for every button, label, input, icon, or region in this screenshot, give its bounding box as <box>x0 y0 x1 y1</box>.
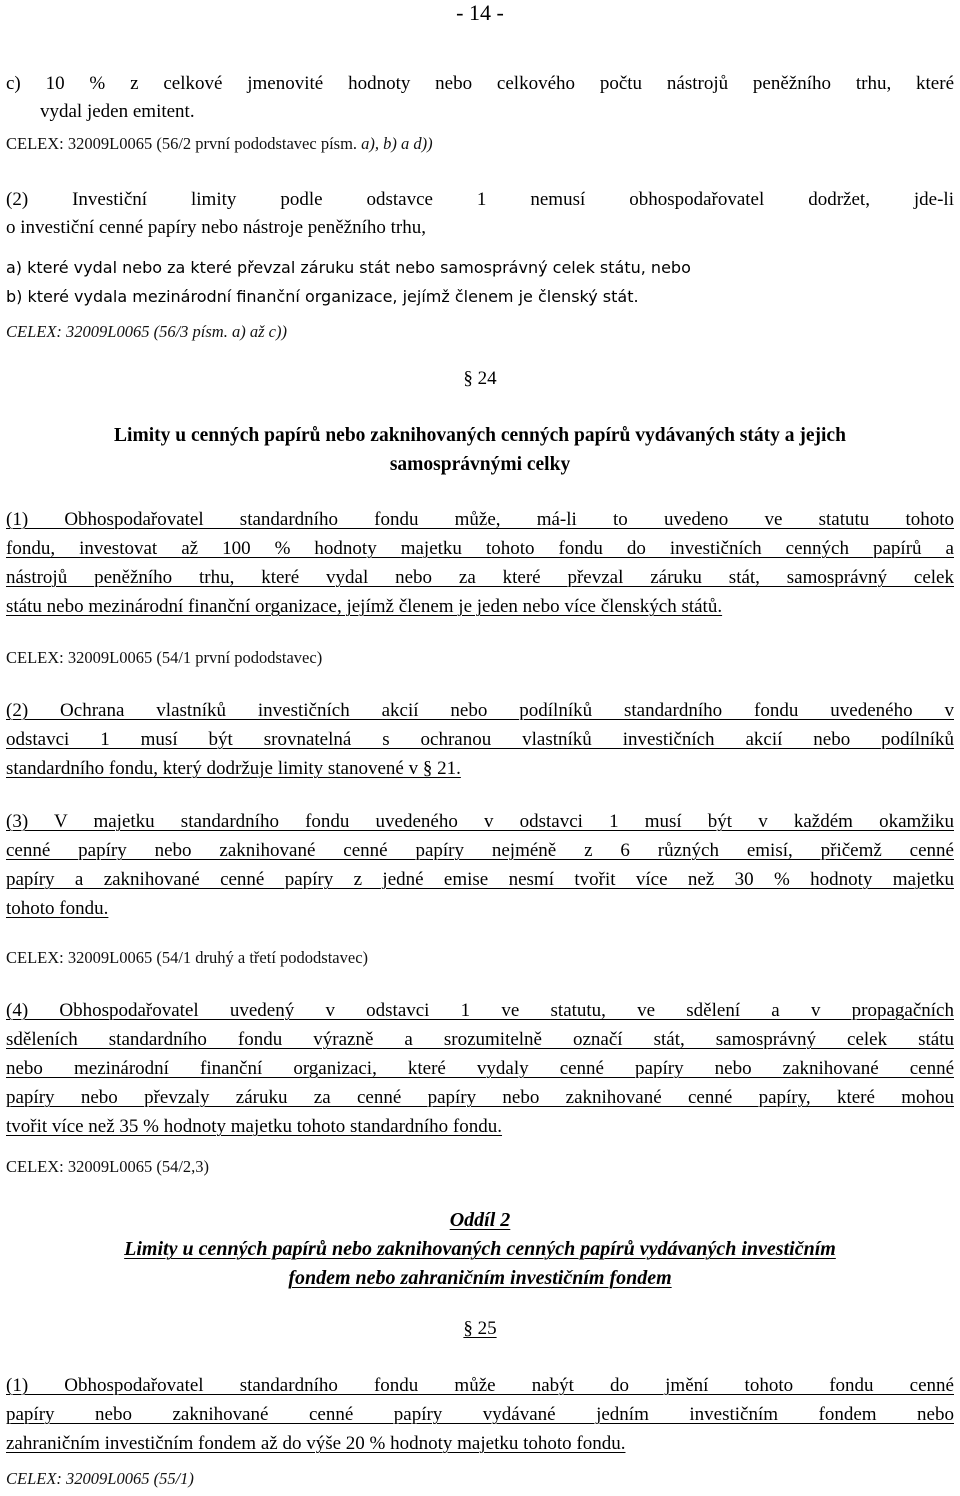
s24-para-3-line4: tohoto fondu. <box>6 898 109 919</box>
s24-para-2-line1: (2) Ochrana vlastníků investičních akcií nebo podílníků standardního fondu uvedeného v <box>6 700 954 721</box>
section-24-heading-line1: Limity u cenných papírů nebo zaknihovaných cenných papírů vydávaných státy a jejich <box>114 425 846 446</box>
s24-para-4-line3: nebo mezinárodní finanční organizaci, které vydaly cenné papíry nebo zaknihované cenné <box>6 1058 954 1079</box>
item-c-line1: c) 10 % z celkové jmenovité hodnoty nebo celkového počtu nástrojů peněžního trhu, které <box>6 73 954 94</box>
celex-note-1 <box>6 133 433 155</box>
item-c-line2: vydal jeden emitent. <box>40 101 195 122</box>
celex-note-1-italic: a), b) a d)) <box>357 134 433 153</box>
section-25-number: § 25 <box>463 1318 497 1339</box>
celex-note-2-tail: a) až c)) <box>227 322 287 341</box>
division-2-heading-line2: fondem nebo zahraničním investičním fondem <box>288 1267 672 1289</box>
celex-note-1-text: CELEX: 32009L0065 (56/2 první pododstavec písm. <box>6 134 358 153</box>
celex-note-2 <box>6 321 287 343</box>
s24-para-4-line4: papíry nebo převzaly záruku za cenné papíry nebo zaknihované cenné papíry, které mohou <box>6 1087 954 1108</box>
s24-para-2-line3: standardního fondu, který dodržuje limity stanovené v § 21. <box>6 758 461 779</box>
celex-note-5: CELEX: 32009L0065 (54/2,3) <box>6 1157 210 1176</box>
s24-para-4-line5: tvořit více než 35 % hodnoty majetku tohoto standardního fondu. <box>6 1116 503 1137</box>
division-2-title: Oddíl 2 <box>449 1209 511 1231</box>
page-number: - 14 - <box>456 0 504 25</box>
s24-para-2-line2: odstavci 1 musí být srovnatelná s ochranou vlastníků investičních akcií nebo podílníků <box>6 729 954 750</box>
celex-note-2-text: CELEX: 32009L0065 (56/3 písm. <box>6 322 228 341</box>
list-item-b: b) které vydala mezinárodní finanční organizace, jejímž členem je členský stát. <box>6 287 639 306</box>
celex-note-6: CELEX: 32009L0065 (55/1) <box>6 1469 194 1488</box>
para-2-line1: (2) Investiční limity podle odstavce 1 nemusí obhospodařovatel dodržet, jde-li <box>6 189 954 210</box>
list-item-a: a) které vydal nebo za které převzal záruku stát nebo samosprávný celek státu, nebo <box>6 258 691 277</box>
para-2-line2: o investiční cenné papíry nebo nástroje peněžního trhu, <box>6 217 426 238</box>
section-24-number: § 24 <box>463 368 497 389</box>
section-24-heading-line2: samosprávnými celky <box>389 454 571 475</box>
s24-para-1-line4: státu nebo mezinárodní finanční organizace, jejímž členem je jeden nebo více členských států. <box>6 596 723 617</box>
s25-para-1-line3: zahraničním investičním fondem až do výše 20 % hodnoty majetku tohoto fondu. <box>6 1433 626 1454</box>
s24-para-3-line1: (3) V majetku standardního fondu uvedeného v odstavci 1 musí být v každém okamžiku <box>6 811 954 832</box>
celex-note-3: CELEX: 32009L0065 (54/1 první pododstavec) <box>6 648 323 667</box>
celex-note-4: CELEX: 32009L0065 (54/1 druhý a třetí pododstavec) <box>6 948 369 967</box>
s24-para-3-line3: papíry a zaknihované cenné papíry z jedné emise nesmí tvořit více než 30 % hodnoty majetku <box>6 869 954 890</box>
s24-para-1-line1: (1) Obhospodařovatel standardního fondu může, má-li to uvedeno ve statutu tohoto <box>6 509 954 530</box>
division-2-heading-line1: Limity u cenných papírů nebo zaknihovaných cenných papírů vydávaných investičním <box>124 1238 836 1260</box>
s24-para-1-line2: fondu, investovat až 100 % hodnoty majetku tohoto fondu do investičních cenných papírů a <box>6 538 954 559</box>
s25-para-1-line2: papíry nebo zaknihované cenné papíry vydávané jedním investičním fondem nebo <box>6 1404 954 1425</box>
s24-para-1-line3: nástrojů peněžního trhu, které vydal nebo za které převzal záruku stát, samosprávný celek <box>6 567 954 588</box>
s25-para-1-line1: (1) Obhospodařovatel standardního fondu může nabýt do jmění tohoto fondu cenné <box>6 1375 954 1396</box>
s24-para-4-line1: (4) Obhospodařovatel uvedený v odstavci 1 ve statutu, ve sdělení a v propagačních <box>6 1000 954 1021</box>
s24-para-3-line2: cenné papíry nebo zaknihované cenné papíry nejméně z 6 různých emisí, přičemž cenné <box>6 840 954 861</box>
s24-para-4-line2: sděleních standardního fondu výrazně a srozumitelně označí stát, samosprávný celek státu <box>6 1029 954 1050</box>
